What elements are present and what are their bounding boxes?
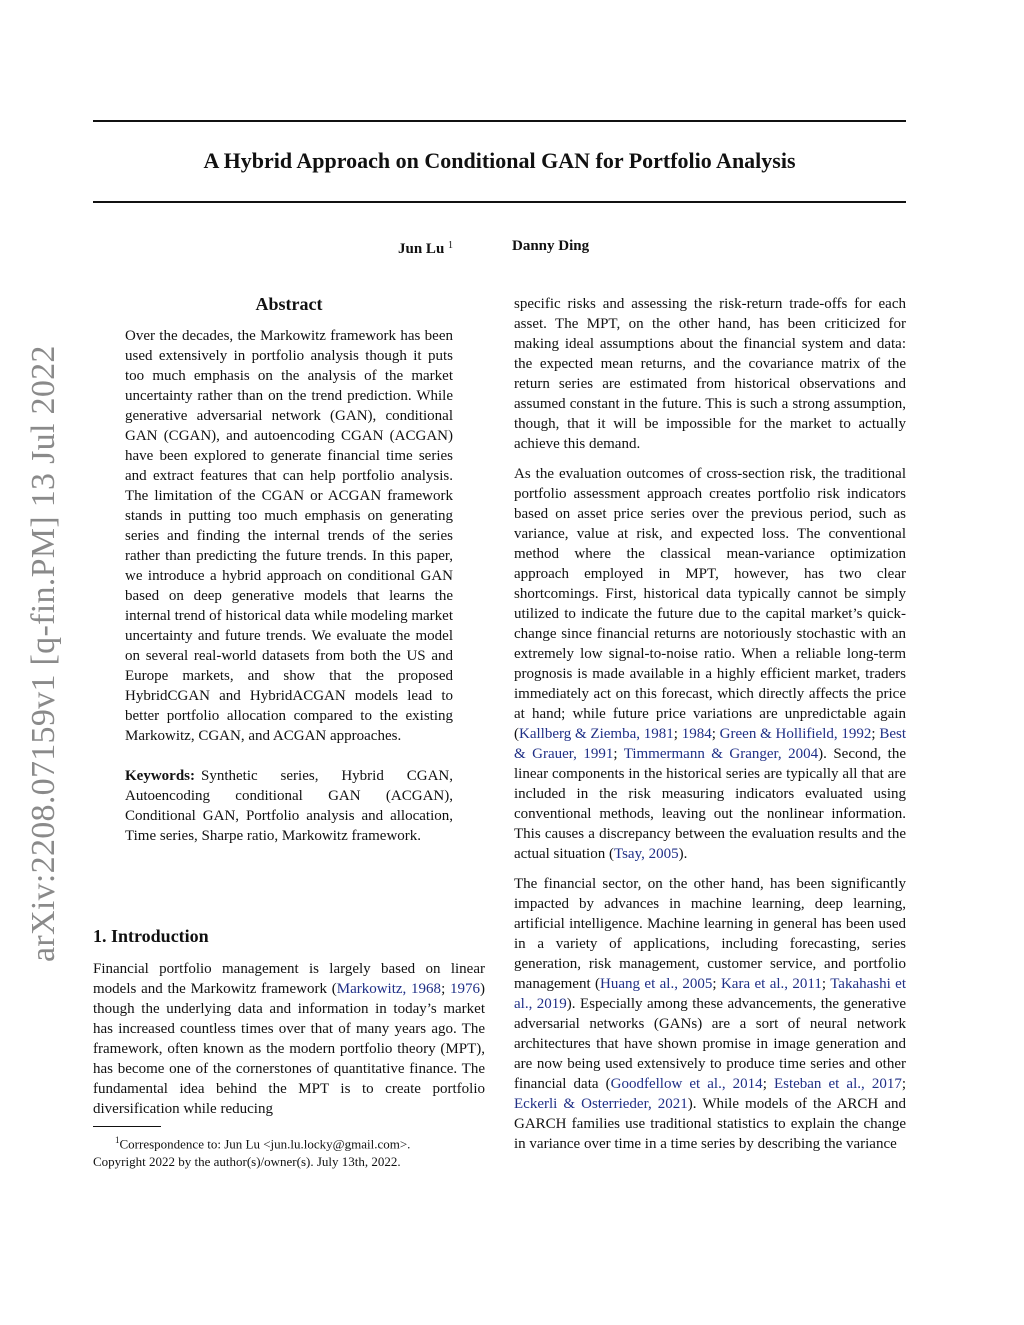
text-run: ; — [711, 726, 720, 742]
author-name: Danny Ding — [512, 238, 590, 254]
text-run: ; — [441, 981, 450, 997]
citation-link[interactable]: 1976 — [450, 981, 480, 997]
footnote-rule — [93, 1126, 161, 1127]
arxiv-side-stamp: arXiv:2208.07159v1 [q-fin.PM] 13 Jul 2022 — [25, 345, 62, 962]
text-run: ) though the underlying data and information in today’s market has increased countless times over that of many years ago. The framework, often known as the modern portfolio theory (MPT), has become one of the cornerstones of quantitative finance. The fundamental idea behind the MPT is to create portfolio diversification while reducing — [93, 981, 485, 1117]
text-run: As the evaluation outcomes of cross-section risk, the traditional portfolio assessment approach creates portfolio risk indicators based on asset price series over the previous period, such as variance, value at risk, and expected loss. The conventional method where the classical mean-variance optimization approach employed in MPT, however, has two clear shortcomings. First, historical data typically cannot be simply utilized to indicate the future due to the capital market’s quick-change since financial returns are notoriously stochastic with an extremely low signal-to-noise ratio. When a reliable long-term prognosis is made available in a highly efficient market, traders immediately act on this forecast, which directly affects the price at hand; while future price variations are unpredictable again ( — [514, 466, 906, 742]
paper-title: A Hybrid Approach on Conditional GAN for Portfolio Analysis — [203, 148, 796, 173]
citation-link[interactable]: Huang et al., 2005 — [600, 976, 713, 992]
citation-link[interactable]: Kallberg & Ziemba, 1981 — [519, 726, 674, 742]
title-bottom-rule — [93, 201, 906, 203]
author-name: Jun Lu — [398, 241, 445, 257]
title-top-rule — [93, 120, 906, 122]
footnote-mark: 1 — [115, 1135, 120, 1145]
text-run: ; — [712, 976, 721, 992]
citation-link[interactable]: Timmermann & Granger, 2004 — [623, 746, 819, 762]
introduction-heading: 1. Introduction — [93, 926, 209, 946]
abstract-heading: Abstract — [255, 294, 323, 314]
keywords-text: Synthetic series, Hybrid CGAN, Autoencoding conditional GAN (ACGAN), Conditional GAN, Portfolio analysis and allocation, Time series, Sharpe ratio, Markowitz framework. — [125, 768, 453, 844]
text-run: ). Especially among these advancements, the generative adversarial networks (GANs) are a sort of neural network architectures that have shown promise in image generation and are now being used extensively to produce time series and other financial data ( — [514, 996, 906, 1092]
text-run: The financial sector, on the other hand, has been significantly impacted by advances in machine learning, deep learning, artificial intelligence. Machine learning in general has been used in a variety of applications, including forecasting, series generation, risk management, customer service, and portfolio management ( — [514, 876, 906, 992]
keywords-label: Keywords: — [125, 768, 195, 784]
citation-link[interactable]: Takahashi et al., 2019 — [514, 976, 907, 1012]
keywords-paragraph — [125, 766, 453, 846]
text-run: ; — [673, 726, 682, 742]
citation-link[interactable]: Green & Hollifield, 1992 — [719, 726, 872, 742]
text-run: ). While models of the ARCH and GARCH families use traditional statistics to explain the change in variance over time in a time series by describing the variance — [514, 1096, 906, 1152]
author-danny-ding — [512, 236, 589, 256]
text-run: ; — [901, 1076, 907, 1092]
text-run: ; — [871, 726, 880, 742]
text-run: Financial portfolio management is largely based on linear models and the Markowitz framework ( — [93, 961, 485, 997]
footnote-copyright: Copyright 2022 by the author(s)/owner(s). July 13th, 2022. — [93, 1154, 401, 1170]
citation-link[interactable]: 1984 — [681, 726, 712, 742]
right-paragraph-2 — [514, 464, 906, 864]
right-paragraph-3 — [514, 874, 906, 1154]
introduction-paragraph — [93, 959, 485, 1119]
footnote-text: Correspondence to: Jun Lu <jun.lu.locky@gmail.com>. — [119, 1136, 411, 1152]
abstract-text: Over the decades, the Markowitz framework has been used extensively in portfolio analysis though it puts too much emphasis on the analysis of the market uncertainty rather than on the trend prediction. While generative adversarial network (GAN), conditional GAN (CGAN), and autoencoding CGAN (ACGAN) have been explored to generate financial time series and extract features that can help portfolio analysis. The limitation of the CGAN or ACGAN framework stands in putting too much emphasis on generating series and finding the internal trends of the series rather than predicting the future trends. In this paper, we introduce a hybrid approach on conditional GAN based on deep generative models that learns the internal trend of historical data while modeling market uncertainty and future trends. We evaluate the model on several real-world datasets from both the US and Europe markets, and show that the proposed HybridCGAN and HybridACGAN models lead to better portfolio allocation compared to the existing Markowitz, CGAN, and ACGAN approaches. — [125, 328, 453, 744]
citation-link[interactable]: Kara et al., 2011 — [720, 976, 822, 992]
citation-link[interactable]: Best & Grauer, 1991 — [514, 726, 907, 762]
text-run: ; — [613, 746, 624, 762]
footnote-correspondence — [93, 1131, 485, 1153]
citation-link[interactable]: Eckerli & Osterrieder, 2021 — [514, 1096, 688, 1112]
text-run: ; — [762, 1076, 774, 1092]
right-paragraph-1: specific risks and assessing the risk-return trade-offs for each asset. The MPT, on the other hand, has been criticized for making ideal assumptions about the financial system and data: the expected mean returns, and the covariance matrix of the return series are estimated from historical observations and assumed constant in the future. This is such a strong assumption, though, that it will be impossible for the market to actually achieve this demand. — [514, 296, 906, 452]
text-run: ). — [678, 846, 688, 862]
abstract-section — [125, 292, 453, 846]
introduction-section — [93, 959, 485, 1119]
author-jun-lu — [398, 236, 453, 259]
citation-link[interactable]: Esteban et al., 2017 — [773, 1076, 902, 1092]
author-affiliation-mark: 1 — [448, 240, 454, 251]
citation-link[interactable]: Goodfellow et al., 2014 — [610, 1076, 763, 1092]
citation-link[interactable]: Tsay, 2005 — [613, 846, 679, 862]
footnote — [93, 1131, 485, 1171]
text-run: ). Second, the linear components in the historical series are typically all that are included in the risk measuring indicators evaluated using conventional methods, leaving out the nonlinear information. This causes a discrepancy between the evaluation results and the actual situation ( — [514, 746, 906, 862]
text-run: ; — [821, 976, 831, 992]
citation-link[interactable]: Markowitz, 1968 — [336, 981, 442, 997]
right-column — [514, 294, 906, 1154]
